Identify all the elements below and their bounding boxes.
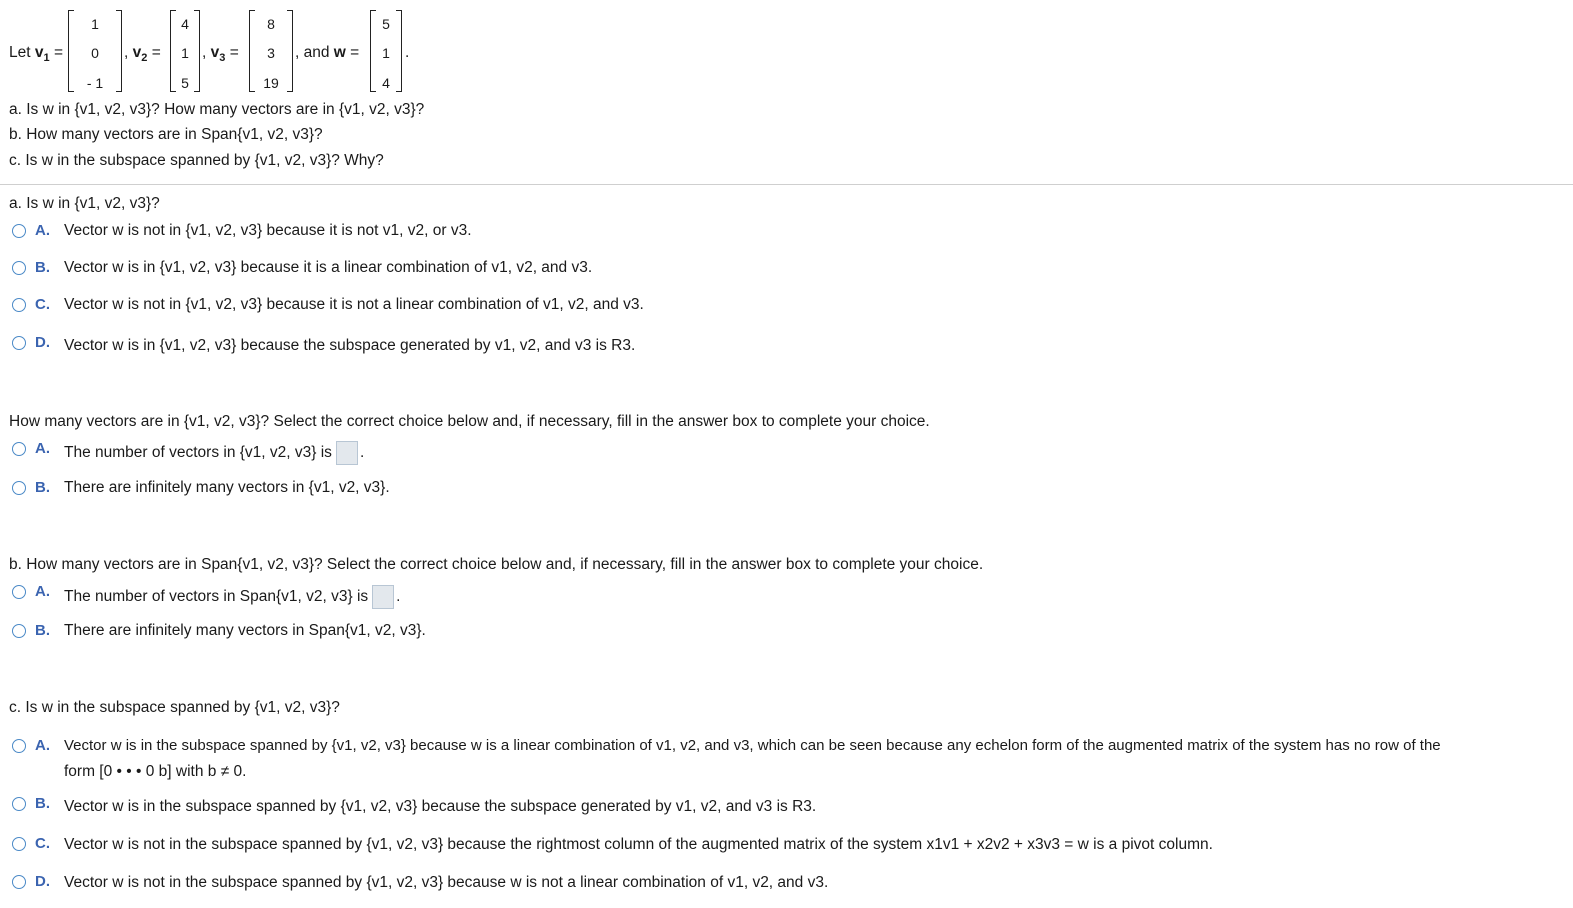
choice-letter: D. xyxy=(35,873,50,890)
choice-text: Vector w is in {v1, v2, v3} because it is a linear combination of v1, v2, and v3. xyxy=(64,259,593,276)
choice-letter: A. xyxy=(35,737,50,754)
choice-text: Vector w is not in the subspace spanned by {v1, v2, v3} because the rightmost column of the augmented matrix of the system x1v1 + x2v2 + x3v3 = w is a pivot column. xyxy=(64,836,1213,853)
problem-part-c: c. Is w in the subspace spanned by {v1, v2, v3}? Why? xyxy=(9,152,384,169)
radio-button[interactable] xyxy=(12,797,26,811)
choice-letter: B. xyxy=(35,795,50,812)
radio-button[interactable] xyxy=(12,442,26,456)
choice-text: Vector w is in the subspace spanned by {v1, v2, v3} because w is a linear combination of v1, v2, and v3, which can be seen because any echelon form of the augmented matrix of the system has no row of the xyxy=(64,737,1441,754)
choice-text: There are infinitely many vectors in Span{v1, v2, v3}. xyxy=(64,622,426,639)
choice-text: Vector w is in {v1, v2, v3} because the subspace generated by v1, v2, and v3 is R3. xyxy=(64,337,636,354)
choice-letter: C. xyxy=(35,835,50,852)
answer-box-a2[interactable] xyxy=(336,441,358,465)
vector-v2-matrix: 4 1 5 xyxy=(170,10,200,92)
choice-text: Vector w is not in {v1, v2, v3} because it is not v1, v2, or v3. xyxy=(64,222,472,239)
choice-letter: A. xyxy=(35,222,50,239)
radio-button[interactable] xyxy=(12,624,26,638)
question-a1: a. Is w in {v1, v2, v3}? xyxy=(9,195,160,212)
v2-label: , $v_2$ = xyxy=(124,44,161,64)
radio-button[interactable] xyxy=(12,837,26,851)
answer-box-b[interactable] xyxy=(372,585,394,609)
choice-letter: B. xyxy=(35,479,50,496)
radio-button[interactable] xyxy=(12,481,26,495)
choice-text-line2: form [0 • • • 0 b] with b ≠ 0. xyxy=(64,763,247,780)
choice-letter: A. xyxy=(35,583,50,600)
question-b: b. How many vectors are in Span{v1, v2, v3}? Select the correct choice below and, if necessary, fill in the answer box to complete your choice. xyxy=(9,556,984,573)
radio-button[interactable] xyxy=(12,298,26,312)
divider xyxy=(0,184,1573,185)
choice-letter: D. xyxy=(35,334,50,351)
problem-let-label: Let $v_1$ = xyxy=(9,44,63,64)
vector-v3-matrix: 8 3 19 xyxy=(249,10,293,92)
choice-text: Vector w is in the subspace spanned by {v1, v2, v3} because the subspace generated by v1, v2, and v3 is R3. xyxy=(64,798,817,815)
choice-letter: C. xyxy=(35,296,50,313)
choice-text: The number of vectors in Span{v1, v2, v3} is . xyxy=(64,585,400,609)
choice-text: There are infinitely many vectors in {v1, v2, v3}. xyxy=(64,479,390,496)
vector-v1-matrix: 1 0 - 1 xyxy=(68,10,122,92)
problem-part-b: b. How many vectors are in Span{v1, v2, v3}? xyxy=(9,126,323,143)
radio-button[interactable] xyxy=(12,261,26,275)
w-label: , and w = xyxy=(295,44,360,61)
question-a2: How many vectors are in {v1, v2, v3}? Select the correct choice below and, if necessary, fill in the answer box to complete your choice. xyxy=(9,413,930,430)
choice-text: Vector w is not in the subspace spanned by {v1, v2, v3} because w is not a linear combination of v1, v2, and v3. xyxy=(64,874,829,891)
choice-letter: B. xyxy=(35,259,50,276)
period: . xyxy=(405,44,410,61)
choice-text: The number of vectors in {v1, v2, v3} is . xyxy=(64,441,364,465)
radio-button[interactable] xyxy=(12,875,26,889)
radio-button[interactable] xyxy=(12,739,26,753)
choice-letter: A. xyxy=(35,440,50,457)
choice-text: Vector w is not in {v1, v2, v3} because it is not a linear combination of v1, v2, and v3. xyxy=(64,296,644,313)
question-c: c. Is w in the subspace spanned by {v1, v2, v3}? xyxy=(9,699,340,716)
v3-label: , $v_3$ = xyxy=(202,44,239,64)
vector-w-matrix: 5 1 4 xyxy=(370,10,402,92)
radio-button[interactable] xyxy=(12,585,26,599)
choice-letter: B. xyxy=(35,622,50,639)
radio-button[interactable] xyxy=(12,224,26,238)
problem-part-a: a. Is w in {v1, v2, v3}? How many vectors are in {v1, v2, v3}? xyxy=(9,101,425,118)
radio-button[interactable] xyxy=(12,336,26,350)
